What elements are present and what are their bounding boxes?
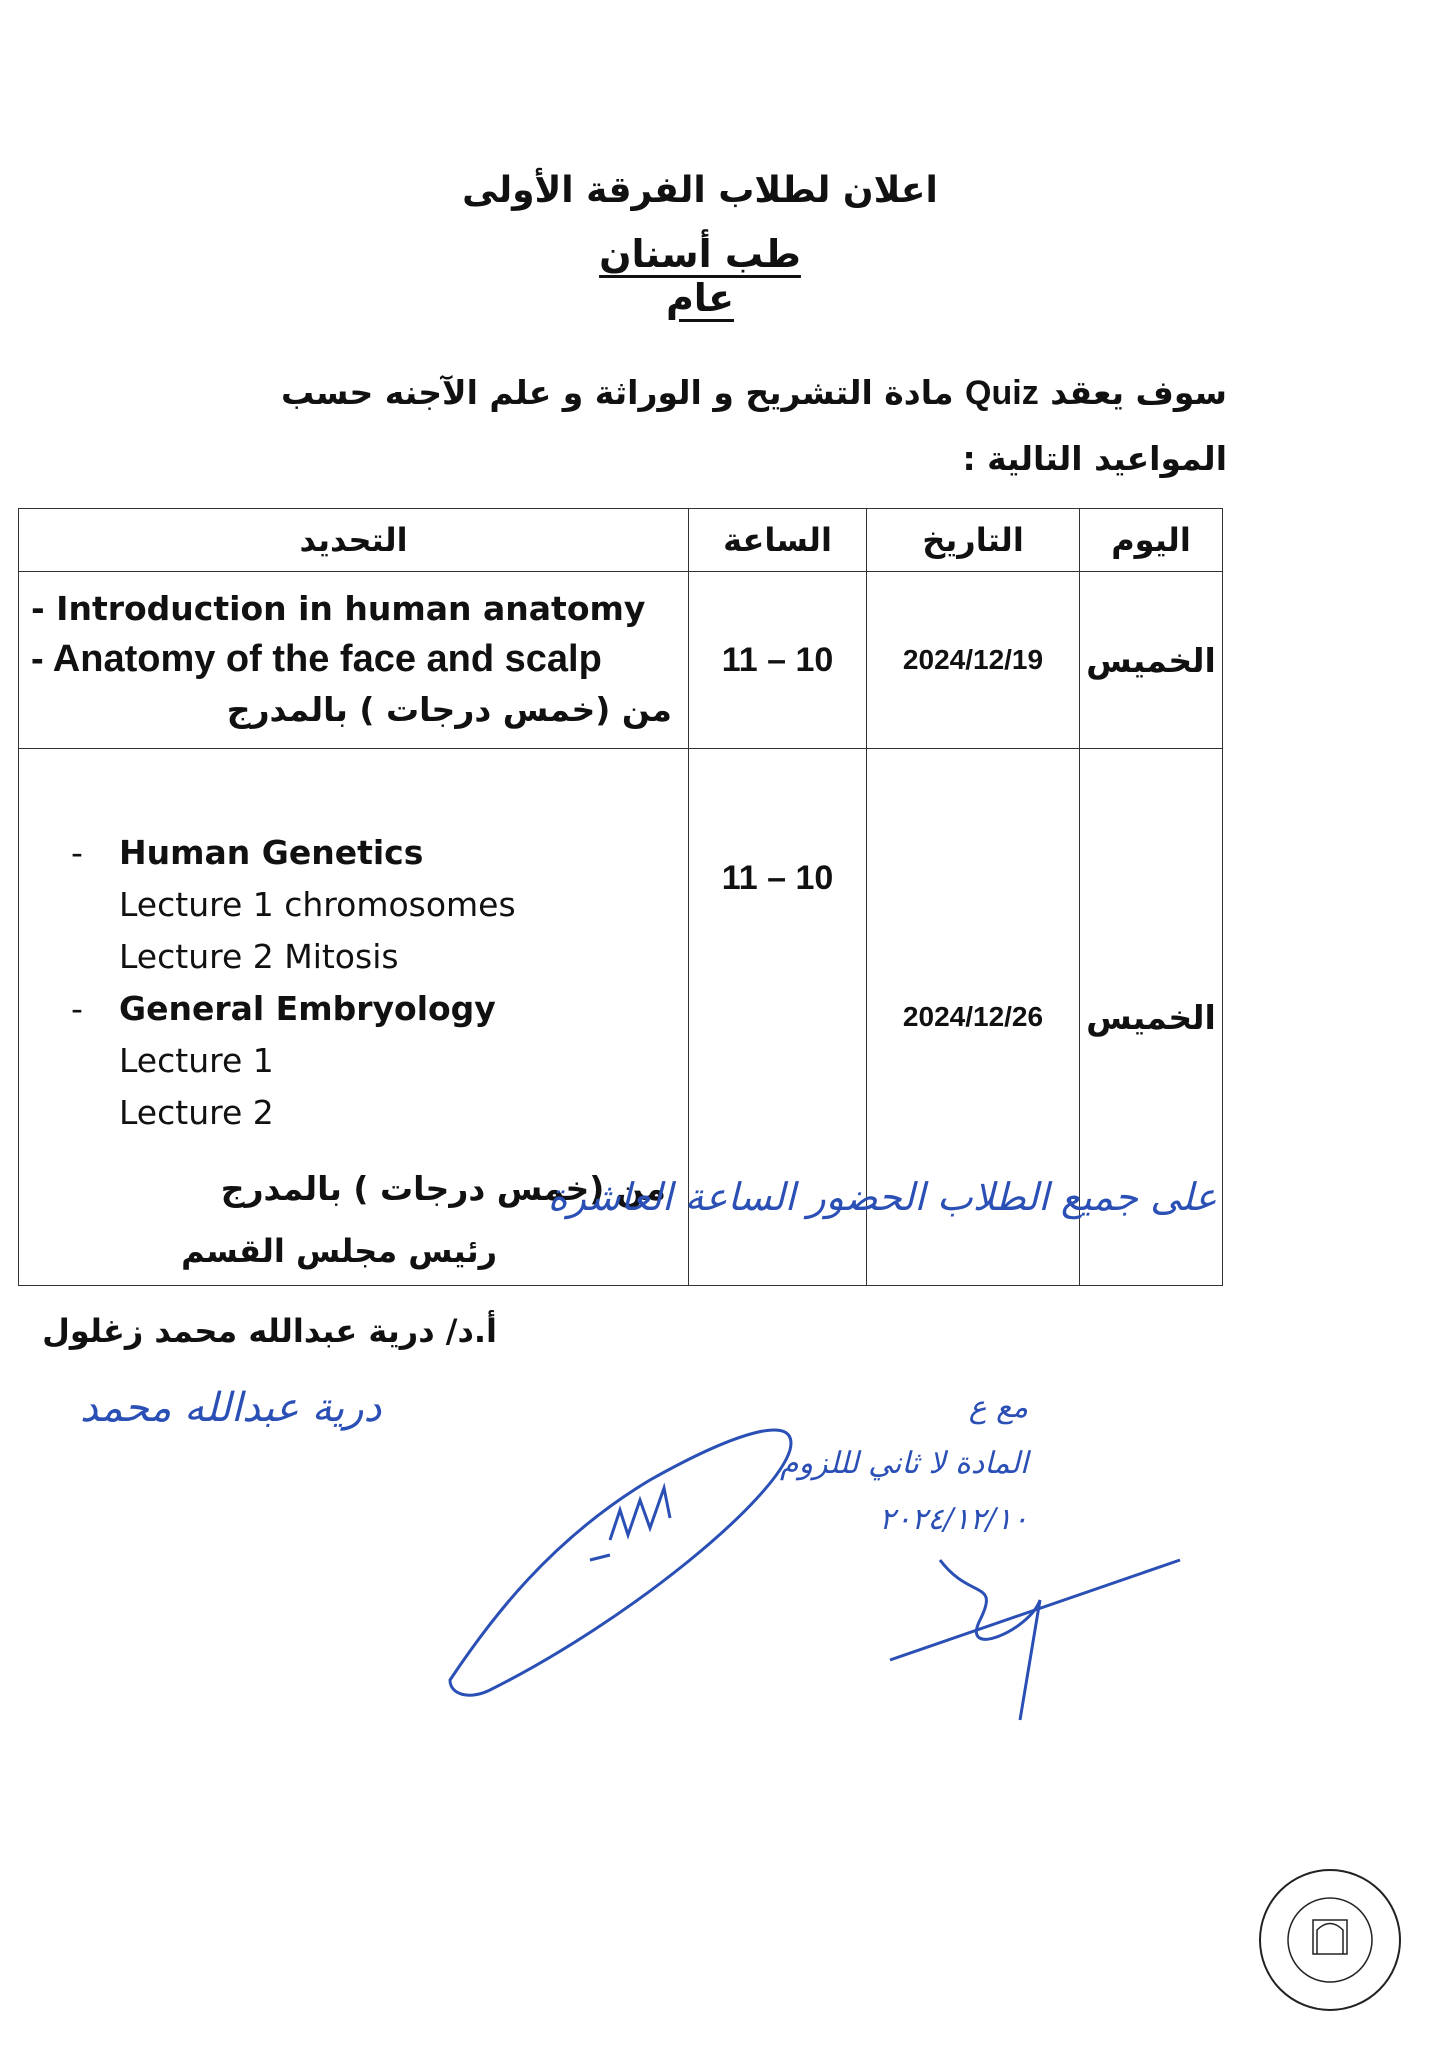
approval-line-3: ٢٠٢٤/١٢/١٠	[879, 1502, 1029, 1537]
signature-name: أ.د/ درية عبدالله محمد زغلول	[42, 1312, 497, 1350]
intro-part2: مادة التشريح و الوراثة و علم الآجنه حسب	[280, 373, 954, 412]
row2-date: 2024/12/26	[867, 749, 1080, 1286]
approval-line-1: مع ع	[968, 1390, 1029, 1425]
schedule-table	[18, 508, 1223, 1286]
row1-day: الخميس	[1080, 572, 1223, 749]
department-title: طب أسنان عام	[599, 232, 801, 320]
row2-time: 11 – 10	[689, 749, 867, 1286]
genetics-lecture-1: Lecture 1 chromosomes	[119, 884, 516, 924]
header-time: الساعة	[689, 509, 867, 572]
row2-embryology: - General Embryology	[71, 988, 496, 1028]
header-day: اليوم	[1080, 509, 1223, 572]
signature-title: رئيس مجلس القسم	[181, 1232, 497, 1270]
row2-genetics: - Human Genetics	[71, 832, 424, 872]
embryology-lecture-1: Lecture 1	[119, 1040, 274, 1080]
intro-quiz: Quiz	[965, 374, 1039, 412]
announcement-title: اعلان لطلاب الفرقة الأولى	[462, 170, 938, 211]
approval-line-2: المادة لا ثاني لللزوم	[780, 1446, 1029, 1481]
embryology-lecture-2: Lecture 2	[119, 1092, 274, 1132]
table-row	[19, 572, 1223, 749]
approval-scribble	[880, 1540, 1200, 1800]
university-seal	[1255, 1865, 1405, 2015]
row2-note: من (خمس درجات ) بالمدرج	[220, 1168, 666, 1208]
header-date: التاريخ	[867, 509, 1080, 572]
row1-topic-1: - Introduction in human anatomy	[31, 589, 646, 628]
table-header-row	[19, 509, 1223, 572]
approval-note	[780, 1380, 1028, 1548]
row1-topic-2: - Anatomy of the face and scalp	[31, 638, 602, 680]
intro-paragraph	[167, 360, 1227, 492]
intro-part3: المواعيد التالية :	[962, 439, 1227, 478]
seal-text	[1255, 1925, 1405, 1932]
handwritten-note: على جميع الطلاب الحضور الساعة العاشرة	[547, 1175, 1217, 1219]
row2-day: الخميس	[1080, 749, 1223, 1286]
genetics-lecture-2: Lecture 2 Mitosis	[119, 936, 399, 976]
row1-date: 2024/12/19	[867, 572, 1080, 749]
row1-time: 11 – 10	[689, 572, 867, 749]
seal-icon	[1255, 1865, 1405, 2015]
row1-note: من (خمس درجات ) بالمدرج	[226, 690, 672, 729]
row1-topic	[19, 572, 689, 749]
header-topic: التحديد	[19, 509, 689, 572]
genetics-heading: Human Genetics	[119, 832, 424, 872]
intro-part1: سوف يعقد	[1050, 373, 1227, 412]
signature-scribble	[430, 1390, 810, 1700]
handwritten-name: درية عبدالله محمد	[80, 1385, 382, 1431]
embryology-heading: General Embryology	[119, 988, 496, 1028]
